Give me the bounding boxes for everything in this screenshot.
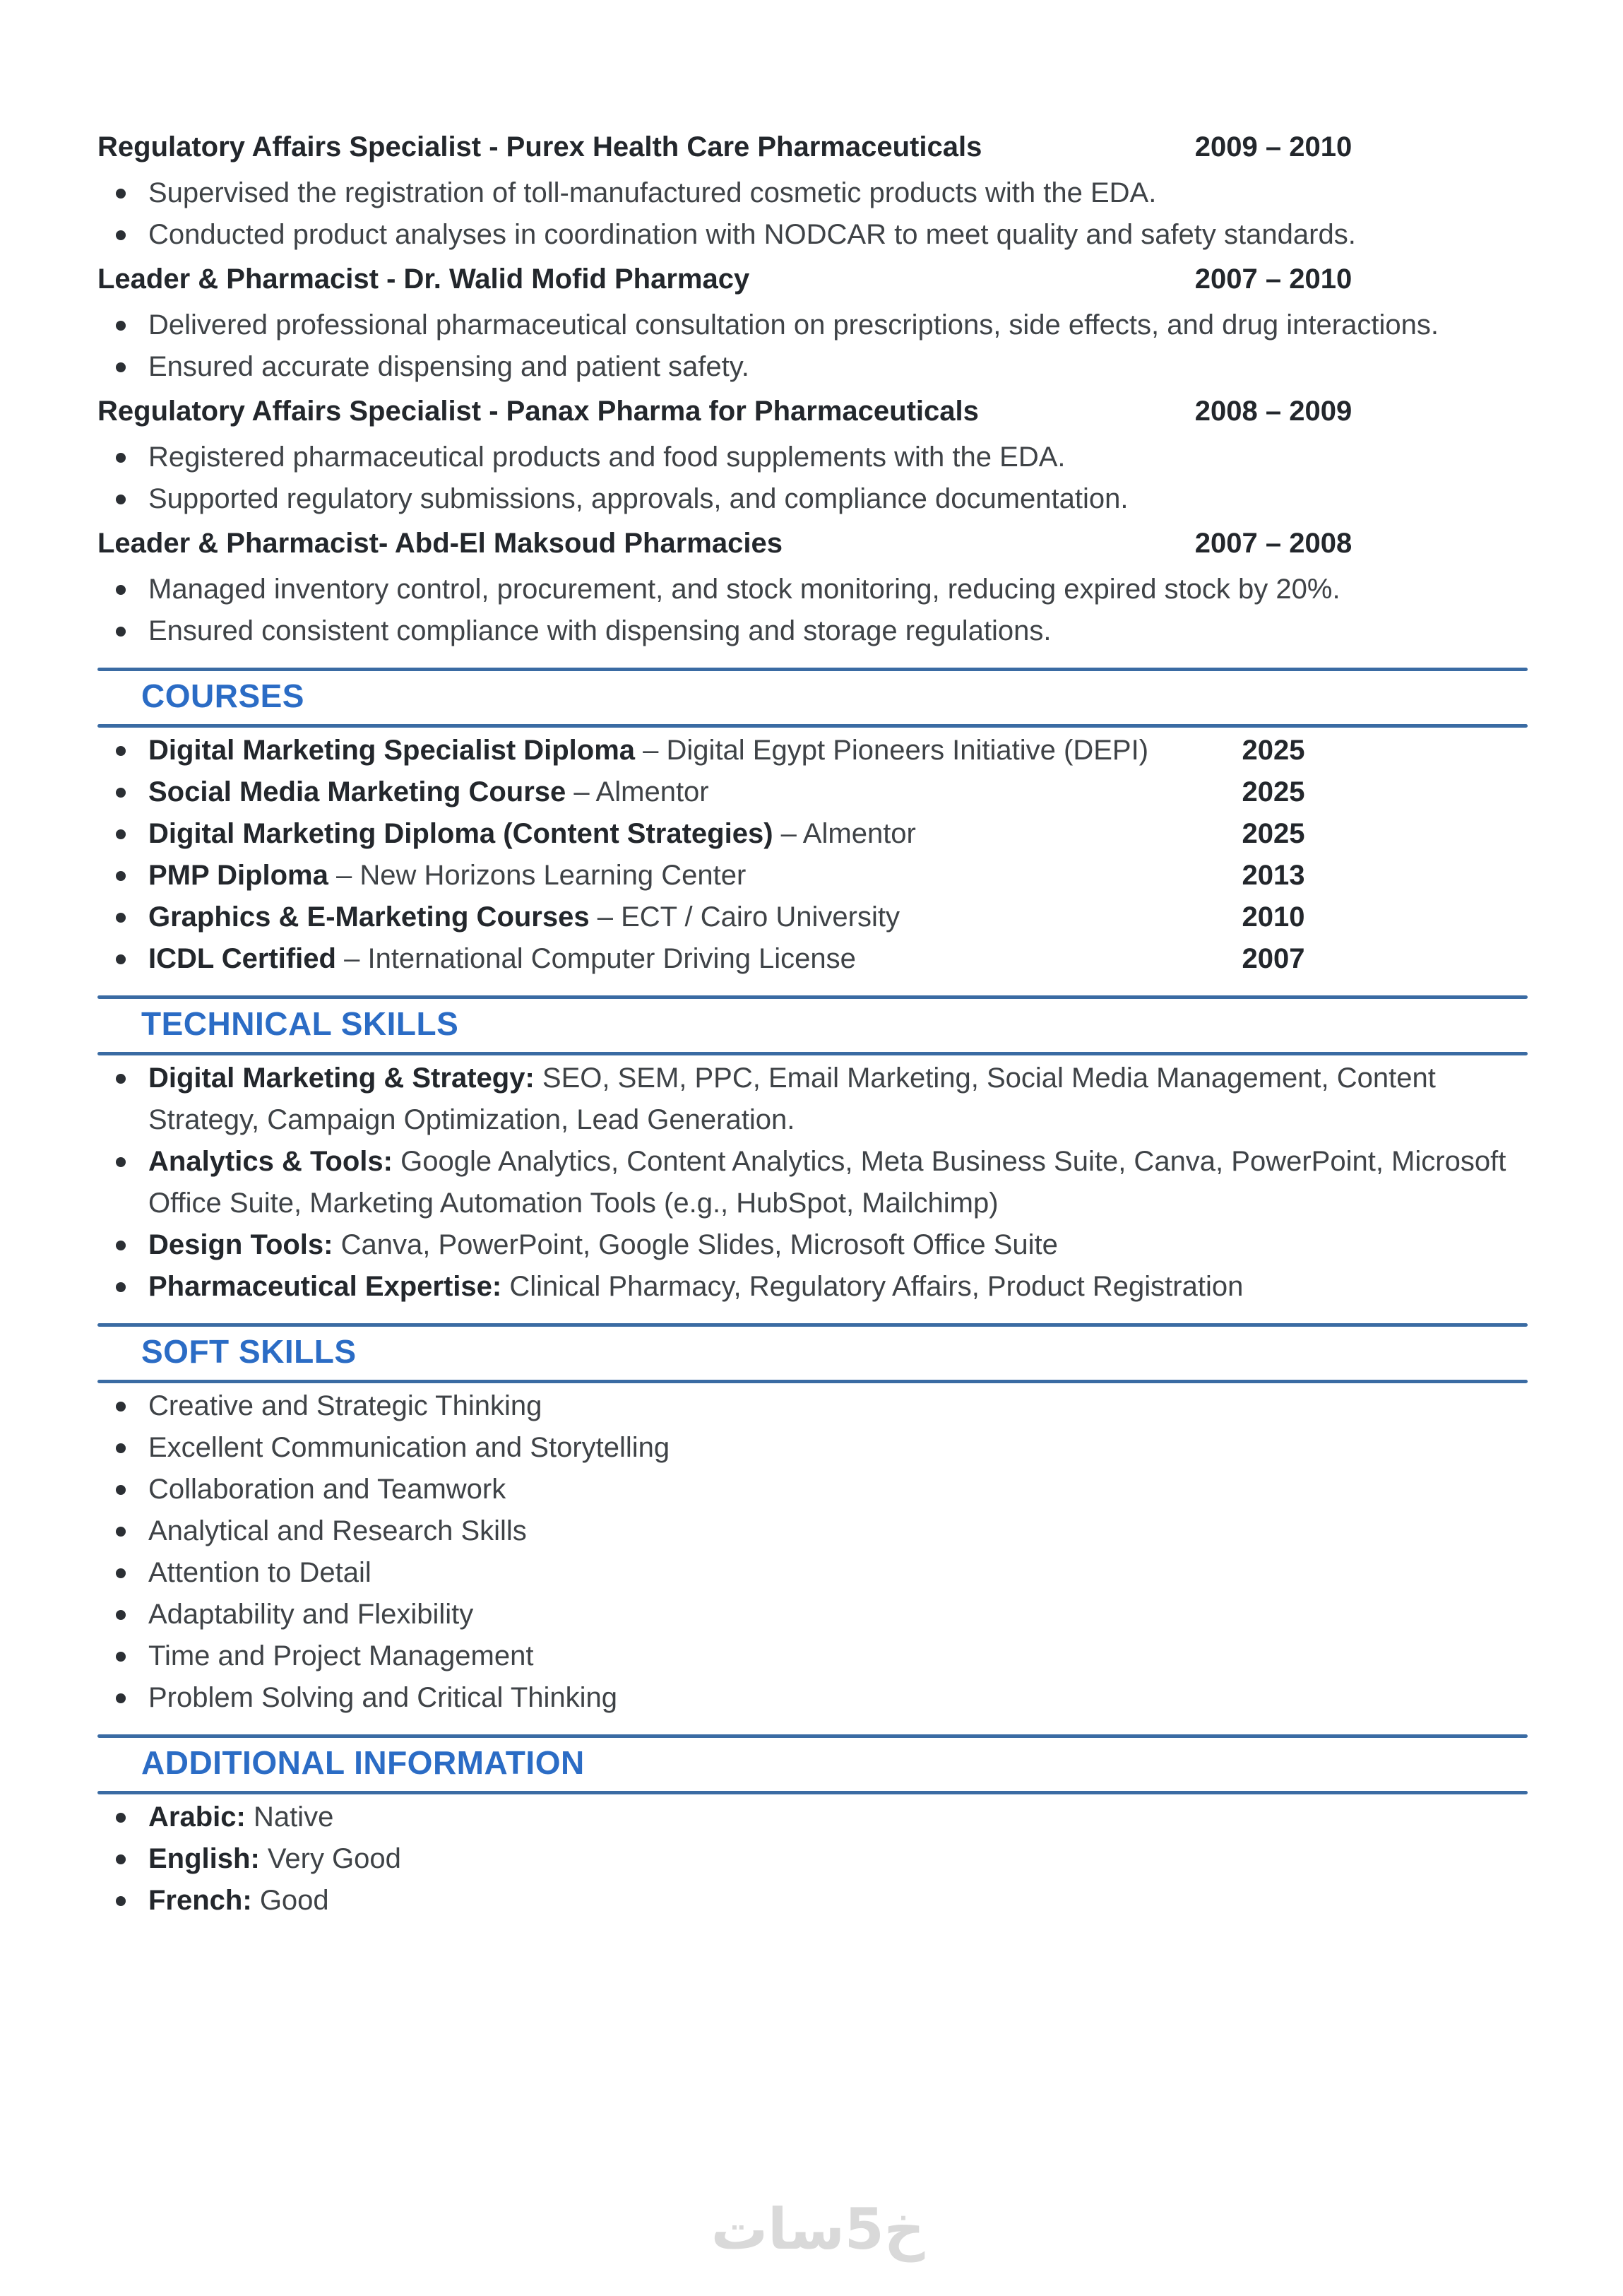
section-divider <box>97 995 1528 999</box>
course-year: 2010 <box>1242 901 1305 933</box>
section-title-soft-skills: SOFT SKILLS <box>141 1333 357 1370</box>
course-name: PMP Diploma <box>148 860 328 891</box>
job-bullet: Supervised the registration of toll-manufactured cosmetic products with the EDA. <box>97 172 1528 214</box>
khamsat-watermark: خ5سات <box>711 2196 925 2262</box>
job-bullet-list <box>97 437 1528 520</box>
course-year: 2025 <box>1242 818 1305 849</box>
courses-list <box>97 730 1528 980</box>
job-bullet-list <box>97 172 1528 256</box>
additional-information-section <box>97 1734 1528 1922</box>
course-detail: – New Horizons Learning Center <box>336 860 747 891</box>
technical-skill-text: Clinical Pharmacy, Regulatory Affairs, Product Registration <box>509 1271 1244 1302</box>
job-entry <box>97 126 1528 256</box>
job-dates: 2007 – 2008 <box>1194 528 1352 559</box>
job-title: Leader & Pharmacist- Abd-El Maksoud Pharmacies <box>97 528 783 559</box>
course-item <box>97 855 1528 896</box>
course-detail: – Almentor <box>573 776 709 807</box>
technical-skill-label: Digital Marketing & Strategy: <box>148 1063 535 1094</box>
section-divider <box>97 1791 1528 1794</box>
section-divider <box>97 1052 1528 1055</box>
section-title-additional-information: ADDITIONAL INFORMATION <box>141 1744 585 1781</box>
course-name: ICDL Certified <box>148 943 336 974</box>
course-detail: – International Computer Driving License <box>344 943 856 974</box>
course-item <box>97 730 1528 771</box>
language-level: Very Good <box>267 1843 401 1874</box>
language-label: Arabic: <box>148 1801 246 1833</box>
courses-section <box>97 668 1528 980</box>
job-bullet: Delivered professional pharmaceutical consultation on prescriptions, side effects, and drug interactions. <box>97 304 1528 346</box>
soft-skills-list <box>97 1385 1528 1719</box>
soft-skill-item: Creative and Strategic Thinking <box>97 1385 1528 1427</box>
job-bullet: Ensured consistent compliance with dispensing and storage regulations. <box>97 610 1528 652</box>
job-dates: 2007 – 2010 <box>1194 264 1352 295</box>
course-name: Social Media Marketing Course <box>148 776 566 807</box>
course-name: Digital Marketing Diploma (Content Strategies) <box>148 818 773 849</box>
technical-skill-item <box>97 1141 1528 1224</box>
job-bullet: Registered pharmaceutical products and food supplements with the EDA. <box>97 437 1528 478</box>
job-bullet: Managed inventory control, procurement, and stock monitoring, reducing expired stock by 20%. <box>97 569 1528 610</box>
language-level: Good <box>259 1885 329 1916</box>
section-title-courses: COURSES <box>141 677 304 714</box>
technical-skills-section <box>97 995 1528 1308</box>
languages-list <box>97 1797 1528 1922</box>
soft-skill-item: Excellent Communication and Storytelling <box>97 1427 1528 1469</box>
soft-skills-section <box>97 1323 1528 1719</box>
language-label: English: <box>148 1843 260 1874</box>
job-title: Regulatory Affairs Specialist - Panax Pharma for Pharmaceuticals <box>97 396 979 427</box>
course-detail: – Digital Egypt Pioneers Initiative (DEPI) <box>643 735 1149 766</box>
language-item <box>97 1797 1528 1838</box>
job-bullet-list <box>97 569 1528 652</box>
job-title-row <box>97 126 1528 168</box>
course-detail: – Almentor <box>780 818 916 849</box>
technical-skill-label: Pharmaceutical Expertise: <box>148 1271 502 1302</box>
job-title-row <box>97 259 1528 300</box>
job-dates: 2009 – 2010 <box>1194 131 1352 162</box>
section-divider <box>97 1323 1528 1327</box>
course-item <box>97 813 1528 855</box>
job-bullet: Ensured accurate dispensing and patient safety. <box>97 346 1528 388</box>
section-title-technical-skills: TECHNICAL SKILLS <box>141 1005 459 1042</box>
technical-skill-text: SEO, SEM, PPC, Email Marketing, Social Media Management, Content Strategy, Campaign Optimization, Lead Generation. <box>148 1063 1436 1135</box>
technical-skill-text: Canva, PowerPoint, Google Slides, Microsoft Office Suite <box>340 1229 1058 1260</box>
course-name: Graphics & E-Marketing Courses <box>148 901 590 933</box>
soft-skill-item: Attention to Detail <box>97 1552 1528 1594</box>
section-divider <box>97 1380 1528 1383</box>
course-item <box>97 896 1528 938</box>
job-entry <box>97 523 1528 652</box>
job-bullet-list <box>97 304 1528 388</box>
section-divider <box>97 668 1528 671</box>
course-year: 2007 <box>1242 943 1305 974</box>
technical-skill-item <box>97 1058 1528 1141</box>
job-title-row <box>97 391 1528 432</box>
technical-skill-label: Design Tools: <box>148 1229 333 1260</box>
job-bullet: Supported regulatory submissions, approvals, and compliance documentation. <box>97 478 1528 520</box>
job-title: Regulatory Affairs Specialist - Purex Health Care Pharmaceuticals <box>97 131 982 162</box>
job-entry <box>97 259 1528 388</box>
technical-skill-text: Google Analytics, Content Analytics, Meta Business Suite, Canva, PowerPoint, Microsoft Office Suite, Marketing Automation Tools (e.g., HubSpot, Mailchimp) <box>148 1146 1506 1219</box>
job-bullet: Conducted product analyses in coordination with NODCAR to meet quality and safety standards. <box>97 214 1528 256</box>
course-item <box>97 938 1528 980</box>
job-dates: 2008 – 2009 <box>1194 396 1352 427</box>
course-detail: – ECT / Cairo University <box>597 901 900 933</box>
section-divider <box>97 724 1528 728</box>
technical-skills-list <box>97 1058 1528 1308</box>
course-year: 2025 <box>1242 776 1305 807</box>
soft-skill-item: Time and Project Management <box>97 1635 1528 1677</box>
language-level: Native <box>253 1801 334 1833</box>
experience-section <box>97 126 1528 652</box>
technical-skill-item <box>97 1266 1528 1308</box>
language-item <box>97 1838 1528 1880</box>
soft-skill-item: Problem Solving and Critical Thinking <box>97 1677 1528 1719</box>
soft-skill-item: Adaptability and Flexibility <box>97 1594 1528 1635</box>
course-year: 2025 <box>1242 735 1305 766</box>
course-year: 2013 <box>1242 860 1305 891</box>
language-label: French: <box>148 1885 252 1916</box>
course-item <box>97 771 1528 813</box>
technical-skill-label: Analytics & Tools: <box>148 1146 393 1177</box>
course-name: Digital Marketing Specialist Diploma <box>148 735 636 766</box>
language-item <box>97 1880 1528 1922</box>
soft-skill-item: Collaboration and Teamwork <box>97 1469 1528 1510</box>
job-entry <box>97 391 1528 520</box>
technical-skill-item <box>97 1224 1528 1266</box>
job-title: Leader & Pharmacist - Dr. Walid Mofid Pharmacy <box>97 264 750 295</box>
section-divider <box>97 1734 1528 1738</box>
job-title-row <box>97 523 1528 564</box>
soft-skill-item: Analytical and Research Skills <box>97 1510 1528 1552</box>
